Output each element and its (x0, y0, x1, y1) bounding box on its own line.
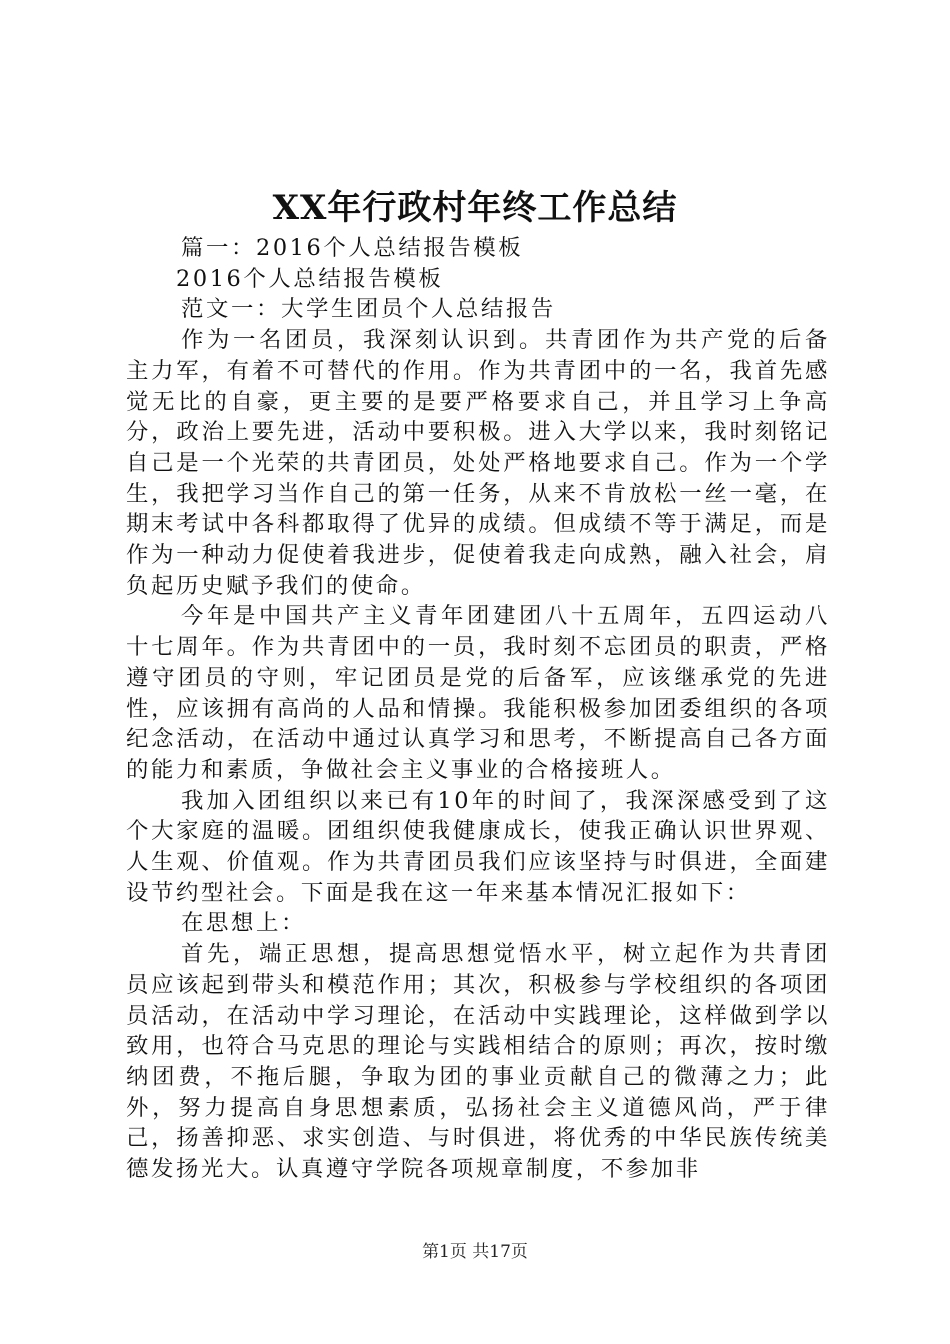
body-paragraph: 今年是中国共产主义青年团建团八十五周年，五四运动八十七周年。作为共青团中的一员，我时刻不忘团员的职责，严格遵守团员的守则，牢记团员是党的后备军，应该继承党的先进性，应该拥有高尚的人品和情操。我能积极参加团委组织的各项纪念活动，在活动中通过认真学习和思考，不断提高自己各方面的能力和素质，争做社会主义事业的合格接班人。 (126, 603, 830, 783)
page-footer: 第1页 共17页 (422, 1242, 528, 1262)
subsection-heading: 在思想上： (181, 910, 306, 937)
body-paragraph: 首先，端正思想，提高思想觉悟水平，树立起作为共青团员应该起到带头和模范作用；其次，积极参与学校组织的各项团员活动，在活动中学习理论，在活动中实践理论，这样做到学以致用，也符合马克思的理论与实践相结合的原则；再次，按时缴纳团费，不拖后腿，争取为团的事业贡献自己的微薄之力；此外，努力提高自身思想素质，弘扬社会主义道德风尚，严于律己，扬善抑恶、求实创造、与时俱进，将优秀的中华民族传统美德发扬光大。认真遵守学院各项规章制度，不参加非 (126, 941, 830, 1183)
body-paragraph: 作为一名团员，我深刻认识到。共青团作为共产党的后备主力军，有着不可替代的作用。作为共青团中的一名，我首先感觉无比的自豪，更主要的是要严格要求自己，并且学习上争高分，政治上要先进，活动中要积极。进入大学以来，我时刻铭记自己是一个光荣的共青团员，处处严格地要求自己。作为一个学生，我把学习当作自己的第一任务，从来不肯放松一丝一毫，在期末考试中各科都取得了优异的成绩。但成绩不等于满足，而是作为一种动力促使着我进步，促使着我走向成熟，融入社会，肩负起历史赋予我们的使命。 (126, 327, 830, 599)
sample-heading: 范文一：大学生团员个人总结报告 (181, 296, 556, 323)
subheading: 2016个人总结报告模板 (176, 265, 444, 292)
section-heading: 篇一：2016个人总结报告模板 (181, 235, 524, 261)
document-body (126, 233, 830, 1185)
body-paragraph: 我加入团组织以来已有10年的时间了，我深深感受到了这个大家庭的温暖。团组织使我健康成长，使我正确认识世界观、人生观、价值观。作为共青团员我们应该坚持与时俱进，全面建设节约型社会。下面是我在这一年来基本情况汇报如下： (126, 787, 830, 906)
document-title: XX年行政村年终工作总结 (272, 188, 678, 228)
